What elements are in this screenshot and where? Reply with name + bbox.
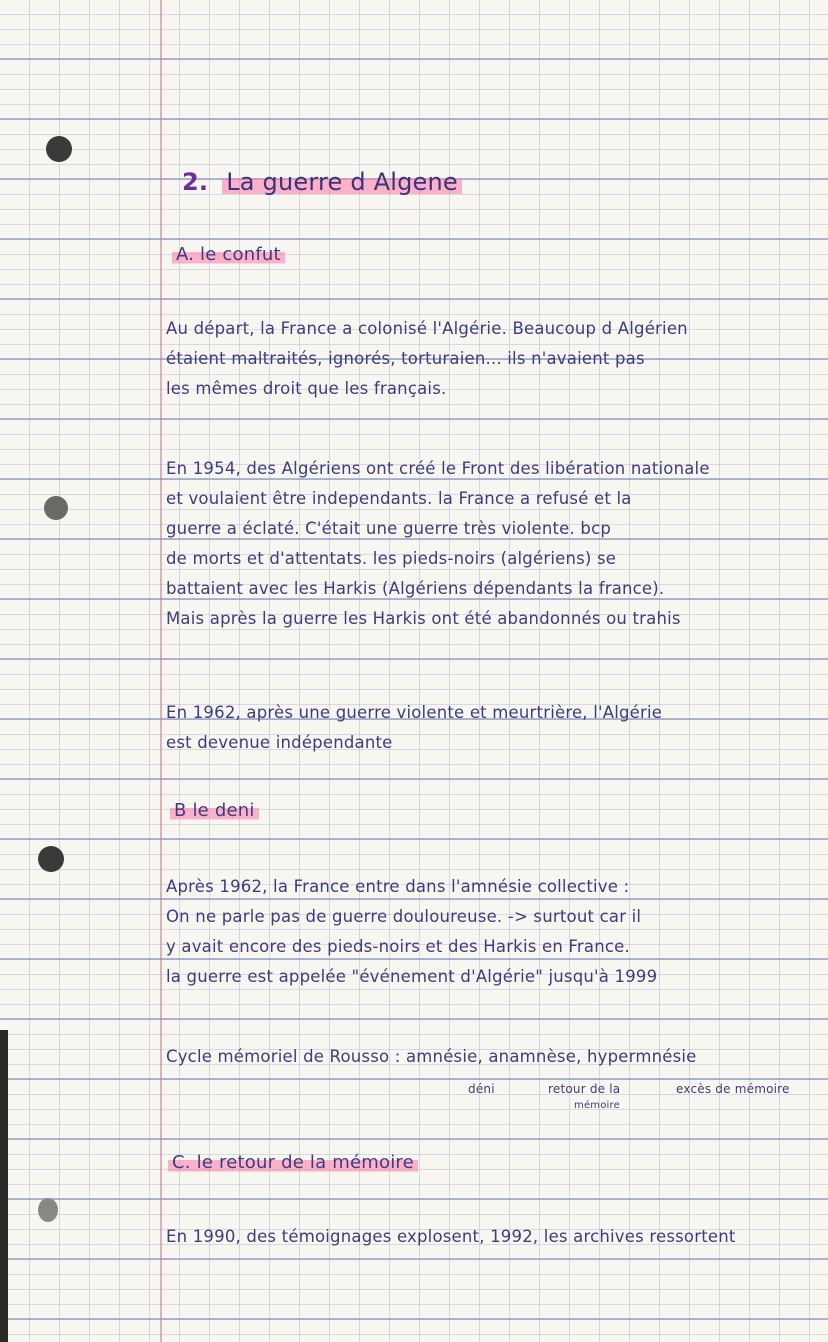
text-line: et voulaient être independants. la France a refusé et la bbox=[166, 489, 632, 508]
text-line: Mais après la guerre les Harkis ont été abandonnés ou trahis bbox=[166, 609, 681, 628]
text-line: En 1954, des Algériens ont créé le Front des libération nationale bbox=[166, 459, 710, 478]
text-line: les mêmes droit que les français. bbox=[166, 379, 447, 398]
text-line: On ne parle pas de guerre douloureuse. -> surtout car il bbox=[166, 907, 642, 926]
text-line: Au départ, la France a colonisé l'Algérie. Beaucoup d Algérien bbox=[166, 319, 688, 338]
punch-hole bbox=[38, 1198, 58, 1222]
section-a-heading: A. le confut bbox=[172, 244, 285, 265]
text-line: Après 1962, la France entre dans l'amnésie collective : bbox=[166, 877, 630, 896]
text-line: En 1962, après une guerre violente et meurtrière, l'Algérie bbox=[166, 703, 663, 722]
section-c-heading: C. le retour de la mémoire bbox=[168, 1152, 418, 1173]
section-a-paragraph-1 bbox=[166, 314, 688, 404]
cycle-memoriel-line: Cycle mémoriel de Rousso : amnésie, anamnèse, hypermnésie bbox=[166, 1047, 697, 1066]
section-a-paragraph-3 bbox=[166, 698, 662, 758]
margin-line bbox=[160, 0, 162, 1342]
punch-hole bbox=[44, 496, 68, 520]
note-exces: excès de mémoire bbox=[676, 1082, 790, 1096]
section-b-heading: B le deni bbox=[170, 800, 259, 821]
section-c-paragraph-1 bbox=[166, 1222, 736, 1252]
text-line: y avait encore des pieds-noirs et des Harkis en France. bbox=[166, 937, 630, 956]
page-edge-shadow bbox=[0, 1030, 8, 1342]
text-line: guerre a éclaté. C'était une guerre très violente. bcp bbox=[166, 519, 612, 538]
text-line: En 1990, des témoignages explosent, 1992, les archives ressortent bbox=[166, 1227, 736, 1246]
note-memoire: mémoire bbox=[574, 1100, 620, 1111]
text-line: est devenue indépendante bbox=[166, 733, 393, 752]
note-retour: retour de la bbox=[548, 1082, 621, 1096]
punch-hole bbox=[46, 136, 72, 162]
section-b-paragraph-1 bbox=[166, 872, 657, 992]
text-line: de morts et d'attentats. les pieds-noirs (algériens) se bbox=[166, 549, 617, 568]
text-line: la guerre est appelée "événement d'Algérie" jusqu'à 1999 bbox=[166, 967, 658, 986]
section-a-paragraph-2 bbox=[166, 454, 710, 634]
text-line: battaient avec les Harkis (Algériens dépendants la france). bbox=[166, 579, 665, 598]
note-deni: déni bbox=[468, 1082, 495, 1096]
text-line: étaient maltraités, ignorés, torturaien... ils n'avaient pas bbox=[166, 349, 645, 368]
title-text: La guerre d Algene bbox=[222, 168, 462, 196]
punch-hole bbox=[38, 846, 64, 872]
page-title bbox=[182, 168, 462, 196]
title-number: 2. bbox=[182, 168, 209, 196]
